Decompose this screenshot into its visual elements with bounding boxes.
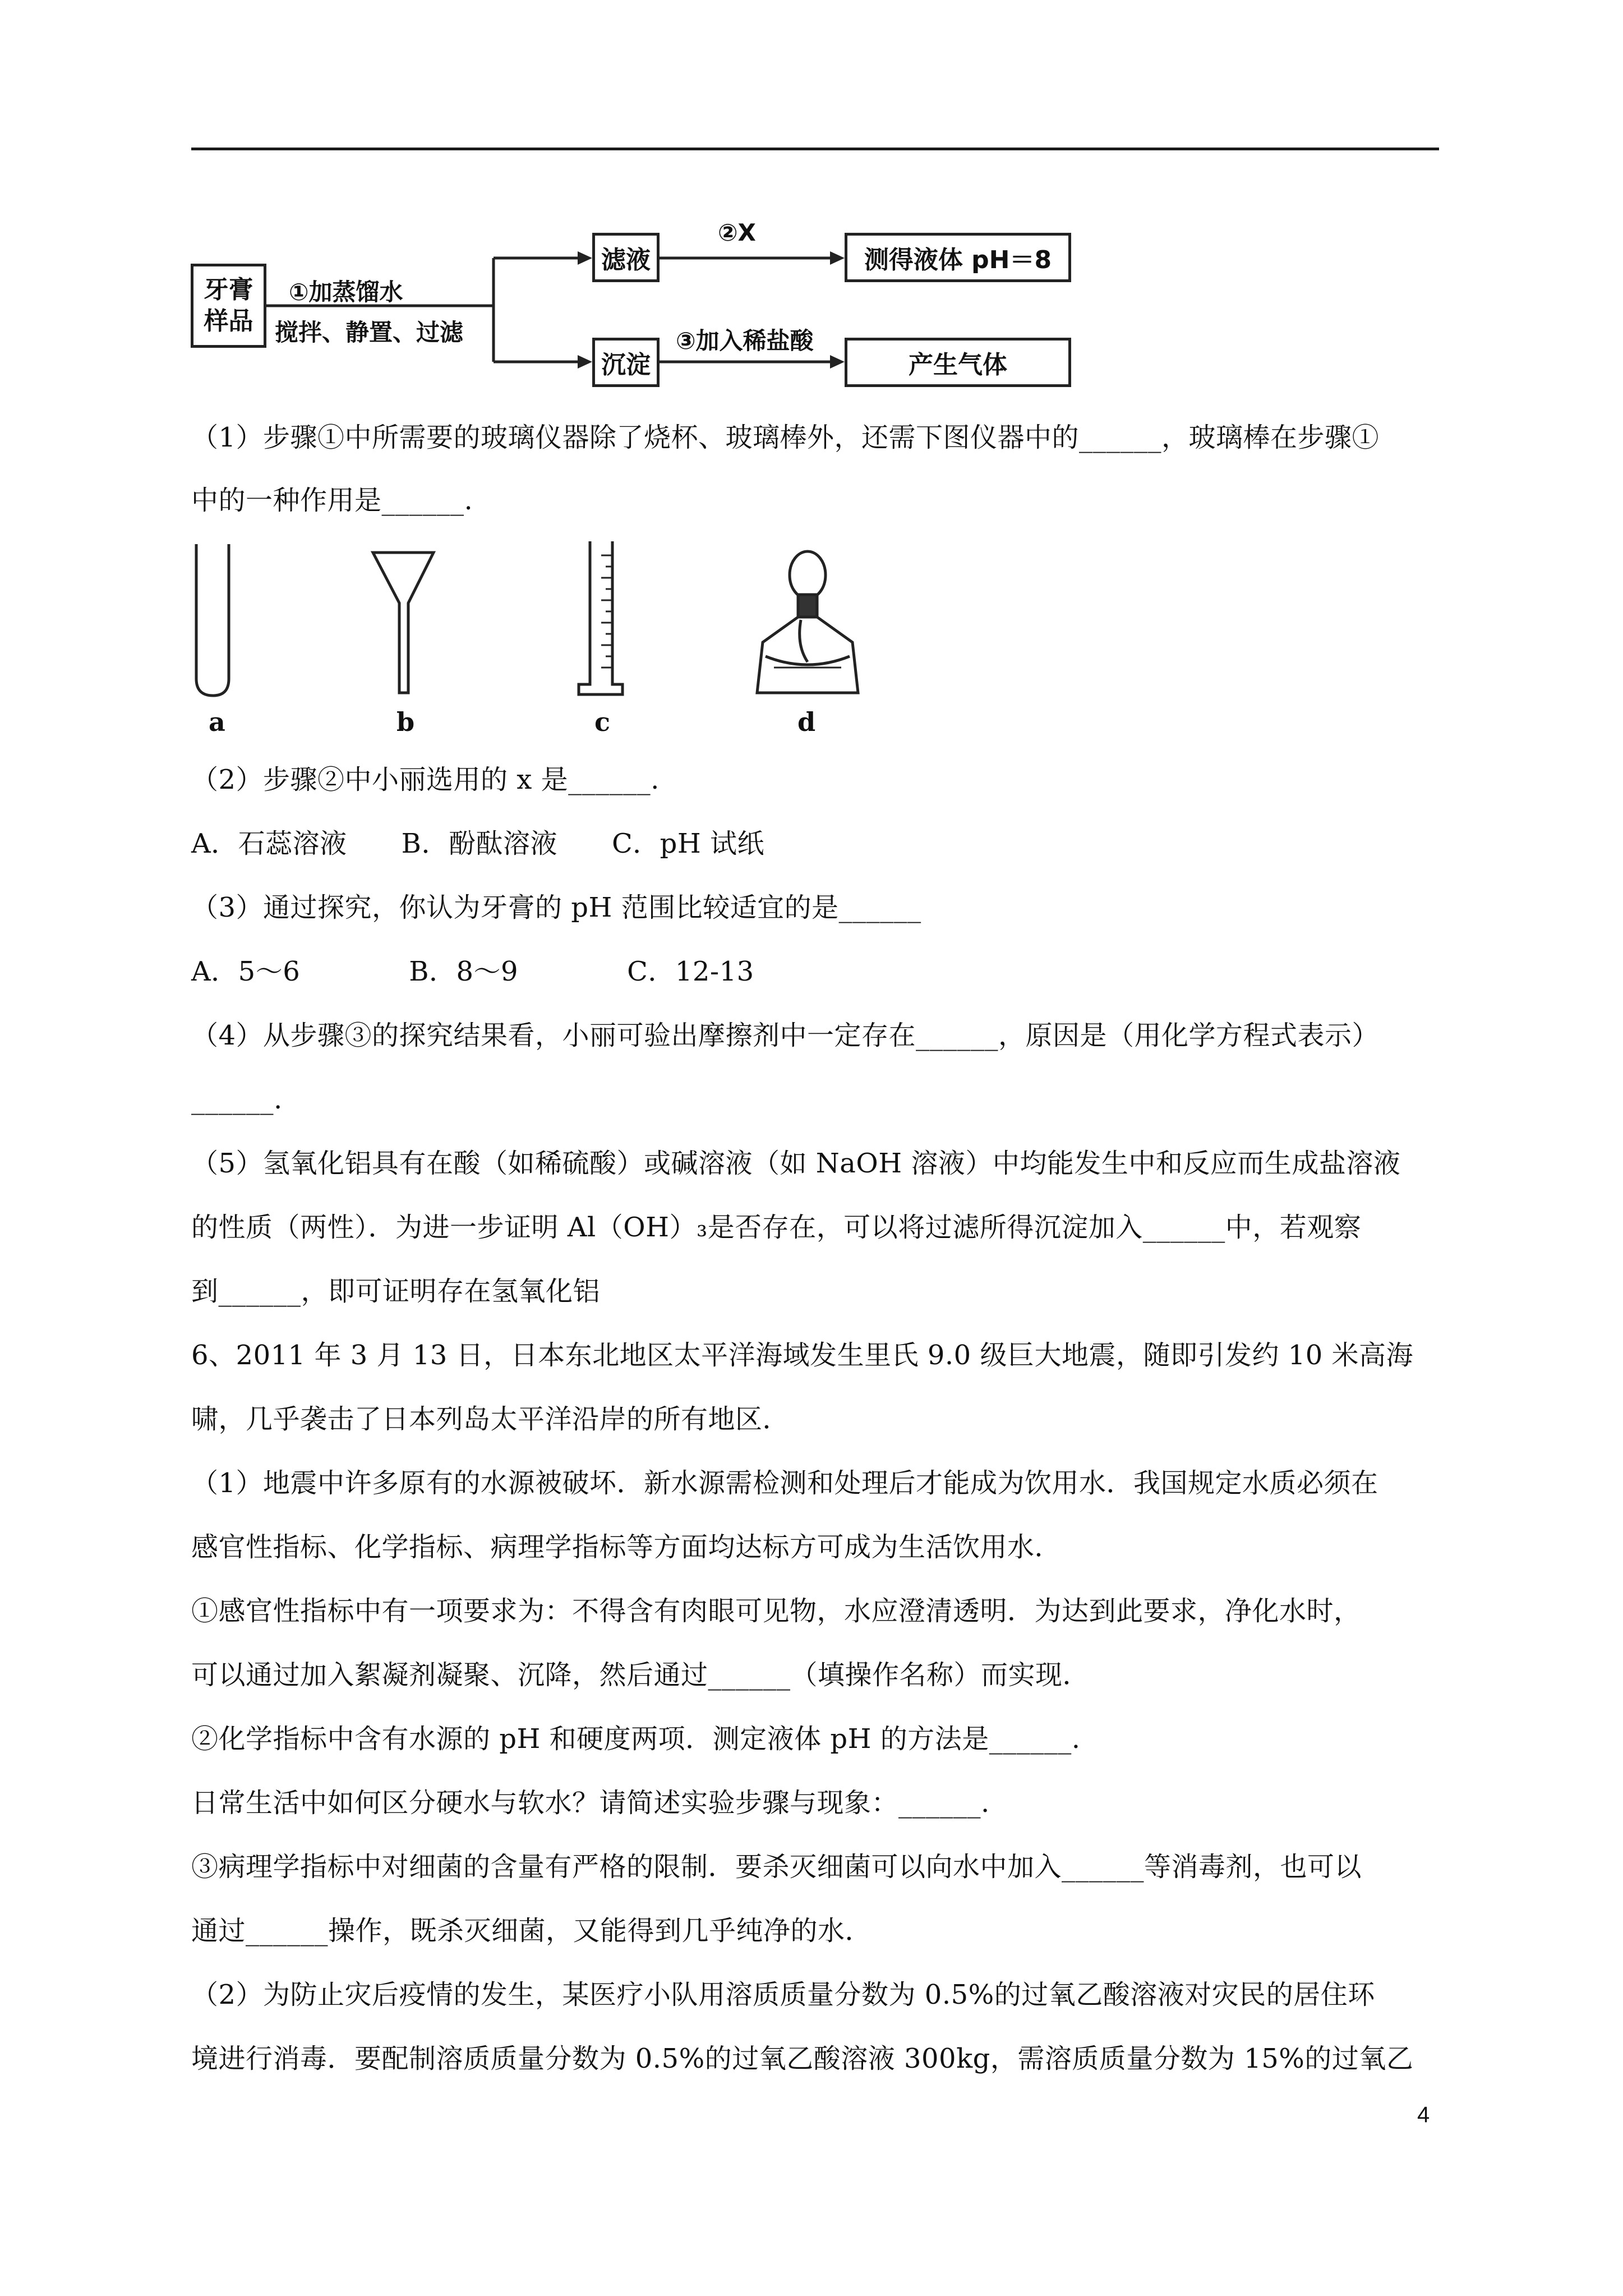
experiment-flowchart [191, 208, 1077, 398]
text-line: 日常生活中如何区分硬水与软水？请简述实验步骤与现象：______. [191, 1787, 990, 1819]
step2-label: ②X [718, 219, 756, 246]
text-line: ______. [191, 1084, 283, 1115]
text-line: （5）氢氧化铝具有在酸（如稀硫酸）或碱溶液（如 NaOH 溶液）中均能发生中和反应而生成盐溶液 [191, 1148, 1401, 1179]
gas-result-box: 产生气体 [845, 338, 1071, 387]
text-line: 的性质（两性）．为进一步证明 Al（OH）₃是否存在，可以将过滤所得沉淀加入______中，若观察 [191, 1212, 1362, 1243]
filtrate-box: 滤液 [592, 233, 660, 282]
instrument-label-c: c [594, 707, 611, 737]
text-line: （1）地震中许多原有的水源被破坏．新水源需检测和处理后才能成为饮用水．我国规定水质必须在 [191, 1467, 1378, 1499]
precipitate-box: 沉淀 [592, 338, 660, 387]
text-line: A．5～6 B．8～9 C．12-13 [191, 956, 754, 987]
sample-label-line2: 样品 [204, 307, 253, 335]
text-line: 可以通过加入絮凝剂凝聚、沉降，然后通过______（填操作名称）而实现． [191, 1659, 1090, 1691]
instruments-figure [191, 539, 864, 740]
text-line: 境进行消毒．要配制溶质质量分数为 0.5%的过氧乙酸溶液 300kg，需溶质质量分数为 15%的过氧乙 [191, 2043, 1414, 2074]
sample-box [191, 264, 266, 348]
text-line: （4）从步骤③的探究结果看，小丽可验出摩擦剂中一定存在______，原因是（用化学方程式表示） [191, 1020, 1380, 1051]
alcohol-lamp-icon [757, 551, 858, 693]
text-line: 通过______操作，既杀灭细菌，又能得到几乎纯净的水． [191, 1915, 873, 1947]
step1-top-label: ①加蒸馏水 [289, 278, 403, 306]
step3-label: ③加入稀盐酸 [676, 327, 814, 355]
text-line: 6、2011 年 3 月 13 日，日本东北地区太平洋海域发生里氏 9.0 级巨大地震，随即引发约 10 米高海 [191, 1340, 1414, 1371]
text-line: （2）为防止灾后疫情的发生，某医疗小队用溶质质量分数为 0.5%的过氧乙酸溶液对灾民的居住环 [191, 1979, 1375, 2010]
graduated-cylinder-icon [579, 541, 623, 694]
instrument-label-a: a [209, 707, 225, 737]
instruments-drawing [191, 539, 864, 707]
text-line: ③病理学指标中对细菌的含量有严格的限制．要杀灭细菌可以向水中加入______等消毒剂，也可以 [191, 1851, 1362, 1883]
step1-bottom-label: 搅拌、静置、过滤 [275, 319, 464, 346]
text-line: A．石蕊溶液 B．酚酞溶液 C．pH 试纸 [191, 828, 765, 859]
text-line: 到______，即可证明存在氢氧化铝 [191, 1276, 601, 1307]
text-line: 感官性指标、化学指标、病理学指标等方面均达标方可成为生活饮用水． [191, 1531, 1062, 1563]
text-line: ①感官性指标中有一项要求为：不得含有肉眼可见物，水应澄清透明．为达到此要求，净化水时， [191, 1595, 1361, 1627]
ph-result-box: 测得液体 pH＝8 [845, 233, 1071, 282]
text-line: （1）步骤①中所需要的玻璃仪器除了烧杯、玻璃棒外，还需下图仪器中的______，玻璃棒在步骤① [191, 422, 1380, 453]
text-line: （2）步骤②中小丽选用的 x 是______. [191, 764, 660, 795]
text-line: 中的一种作用是______. [191, 485, 473, 516]
instrument-label-b: b [396, 707, 415, 737]
test-tube-icon [196, 544, 229, 696]
text-line: ②化学指标中含有水源的 pH 和硬度两项．测定液体 pH 的方法是______. [191, 1723, 1081, 1755]
sample-label-line1: 牙膏 [204, 275, 253, 304]
text-line: 啸，几乎袭击了日本列岛太平洋沿岸的所有地区． [191, 1404, 790, 1435]
text-line: （3）通过探究，你认为牙膏的 pH 范围比较适宜的是______ [191, 892, 921, 923]
page-number: 4 [1417, 2102, 1430, 2127]
funnel-icon [373, 553, 434, 693]
header-rule [191, 148, 1439, 150]
instrument-label-d: d [797, 707, 816, 737]
